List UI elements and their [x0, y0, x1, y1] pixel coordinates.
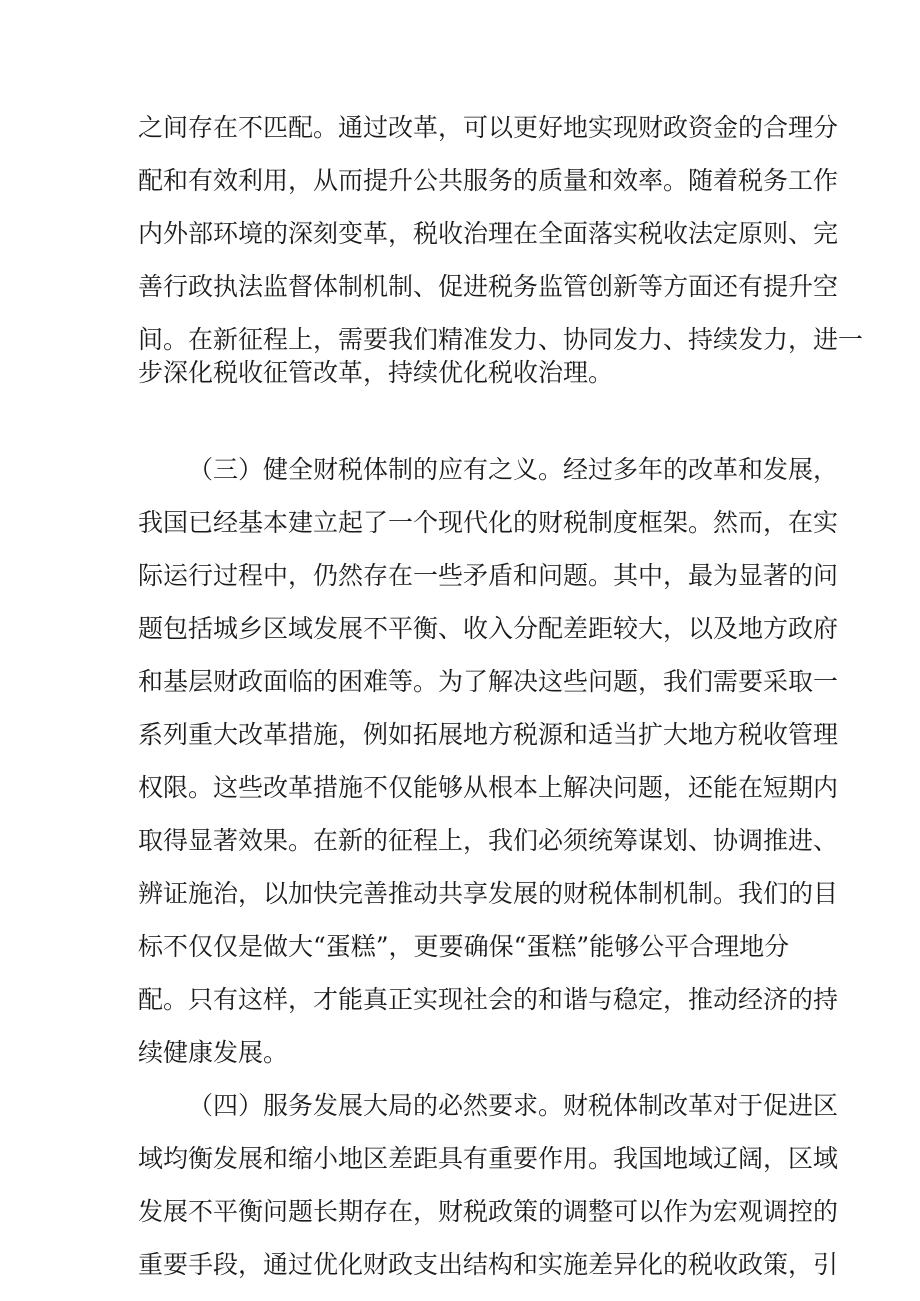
text-line: 和基层财政面临的困难等。为了解决这些问题，我们需要采取一: [138, 667, 839, 696]
text-line: 之间存在不匹配。通过改革，可以更好地实现财政资金的合理分: [138, 113, 839, 142]
text-line: （三）健全财税体制的应有之义。经过多年的改革和发展，: [188, 455, 839, 484]
text-line: 善行政执法监督体制机制、促进税务监管创新等方面还有提升空: [138, 272, 839, 301]
text-line: 步深化税收征管改革，持续优化税收治理。: [138, 358, 614, 387]
text-line: 续健康发展。: [138, 1038, 289, 1067]
text-line: 系列重大改革措施，例如拓展地方税源和适当扩大地方税收管理: [138, 720, 839, 749]
text-line: 际运行过程中，仍然存在一些矛盾和问题。其中，最为显著的问: [138, 561, 839, 590]
text-line: 我国已经基本建立起了一个现代化的财税制度框架。然而，在实: [138, 508, 839, 537]
text-line: 标不仅仅是做大“蛋糕”，更要确保“蛋糕”能够公平合理地分: [138, 932, 790, 961]
text-line: 辨证施治，以加快完善推动共享发展的财税体制机制。我们的目: [138, 879, 839, 908]
text-line: 间。在新征程上，需要我们精准发力、协同发力、持续发力，进一: [138, 325, 864, 354]
text-line: 配和有效利用，从而提升公共服务的质量和效率。随着税务工作: [138, 166, 839, 195]
text-line: 域均衡发展和缩小地区差距具有重要作用。我国地域辽阔，区域: [138, 1144, 839, 1173]
text-line: 题包括城乡区域发展不平衡、收入分配差距较大，以及地方政府: [138, 614, 839, 643]
text-line: 重要手段，通过优化财政支出结构和实施差异化的税收政策，引: [138, 1250, 839, 1279]
text-line: 发展不平衡问题长期存在，财税政策的调整可以作为宏观调控的: [138, 1197, 839, 1226]
text-line: 配。只有这样，才能真正实现社会的和谐与稳定，推动经济的持: [138, 985, 839, 1014]
text-line: （四）服务发展大局的必然要求。财税体制改革对于促进区: [188, 1091, 839, 1120]
text-line: 权限。这些改革措施不仅能够从根本上解决问题，还能在短期内: [138, 773, 839, 802]
text-line: 内外部环境的深刻变革，税收治理在全面落实税收法定原则、完: [138, 219, 839, 248]
text-line: 取得显著效果。在新的征程上，我们必须统筹谋划、协调推进、: [138, 826, 839, 855]
